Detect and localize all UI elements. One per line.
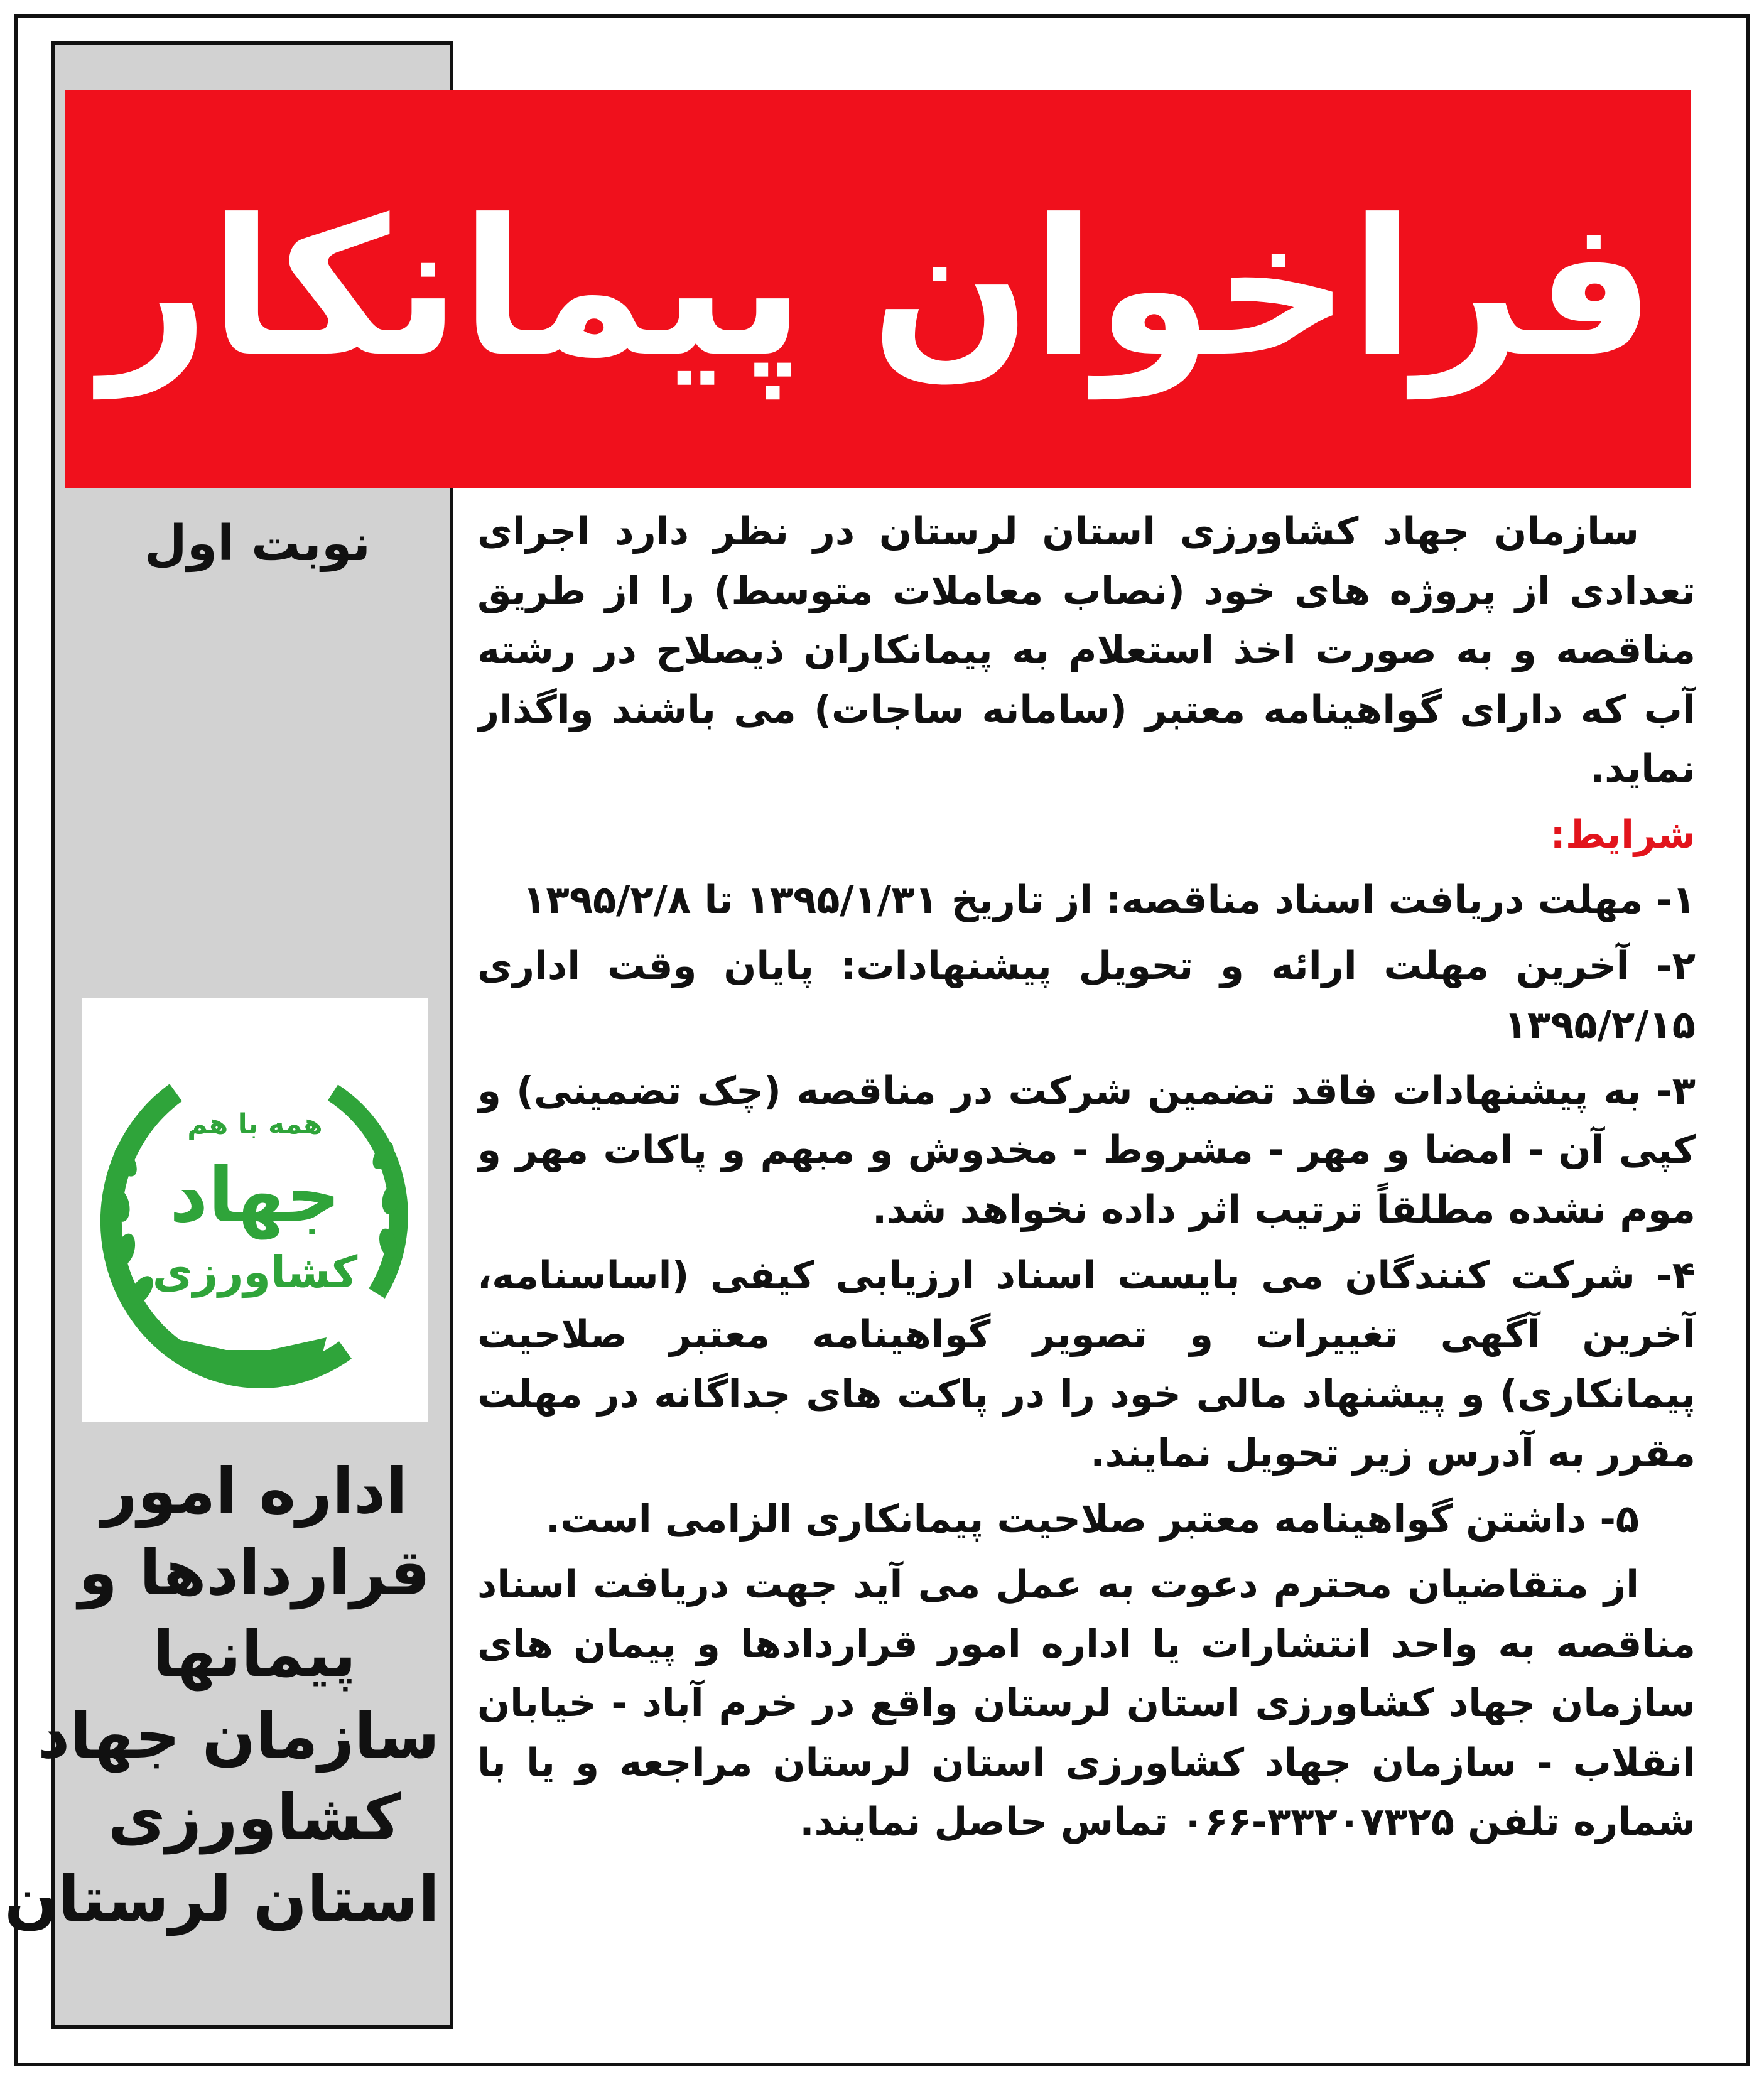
logo-main-word: جهاد [169,1152,341,1239]
closing-paragraph: از متقاضیان محترم دعوت به عمل می آید جهت دریافت اسناد مناقصه به واحد انتشارات یا اداره امور قراردادها و پیمان های سازمان جهاد کشاورزی استان لرستان واقع در خرم آباد - خیابان انقلاب - سازمان جهاد کشاورزی استان لرستان مراجعه و یا با شماره تلفن ۳۳۲۰۷۳۲۵-۰۶۶ تماس حاصل نمایند. [477,1562,1696,1845]
condition-item: ۲- آخرین مهلت ارائه و تحویل پیشنهادات: پایان وقت اداری ۱۳۹۵/۲/۱۵ [477,943,1696,1048]
conditions-heading: شرایط: [1550,812,1696,857]
jahad-logo [82,998,428,1422]
department-name [4,1450,440,1940]
announcement-body [477,502,1696,2034]
title-banner [65,90,1691,488]
department-line: استان لرستان [4,1862,440,1936]
department-line: قراردادها و [78,1536,431,1609]
condition-item: ۴- شرکت کنندگان می بایست اسناد ارزیابی کیفی (اساسنامه، آخرین آگهی تغییرات و تصویر گواهینامه معتبر صلاحیت پیمانکاری) و پیشنهاد مالی خود را در پاکت های جداگانه در مهلت مقرر به آدرس زیر تحویل نمایند. [477,1253,1696,1476]
intro-paragraph: سازمان جهاد کشاورزی استان لرستان در نظر دارد اجرای تعدادی از پروژه های خود (نصاب معاملات متوسط) را از طریق مناقصه و به صورت اخذ استعلام به پیمانکاران ذیصلاح در رشته آب که دارای گواهینامه معتبر (سامانه ساجات) می باشند واگذار نماید. [477,509,1696,792]
page-title: فراخوان پیمانکار [100,179,1655,398]
logo-top-line: همه با هم [187,1108,323,1140]
condition-item: ۵- داشتن گواهینامه معتبر صلاحیت پیمانکاری الزامی است. [546,1496,1639,1542]
logo-sub-word: کشاورزی [152,1246,358,1298]
condition-item: ۳- به پیشنهادات فاقد تضمین شرکت در مناقصه (چک تضمینی) و کپی آن - امضا و مهر - مشروط - مخدوش و مبهم و پاکات مهر و موم نشده مطلقاً ترتیب اثر داده نخواهد شد. [477,1068,1696,1233]
round-label: نوبت اول [144,516,371,572]
department-line: سازمان جهاد [37,1699,440,1773]
condition-item: ۱- مهلت دریافت اسناد مناقصه: از تاریخ ۱۳۹۵/۱/۳۱ تا ۱۳۹۵/۲/۸ [522,878,1696,923]
department-line: کشاورزی [107,1781,401,1854]
department-line: اداره امور [101,1454,408,1528]
jahad-logo-graphic [82,998,428,1422]
department-line: پیمانها [152,1617,357,1691]
